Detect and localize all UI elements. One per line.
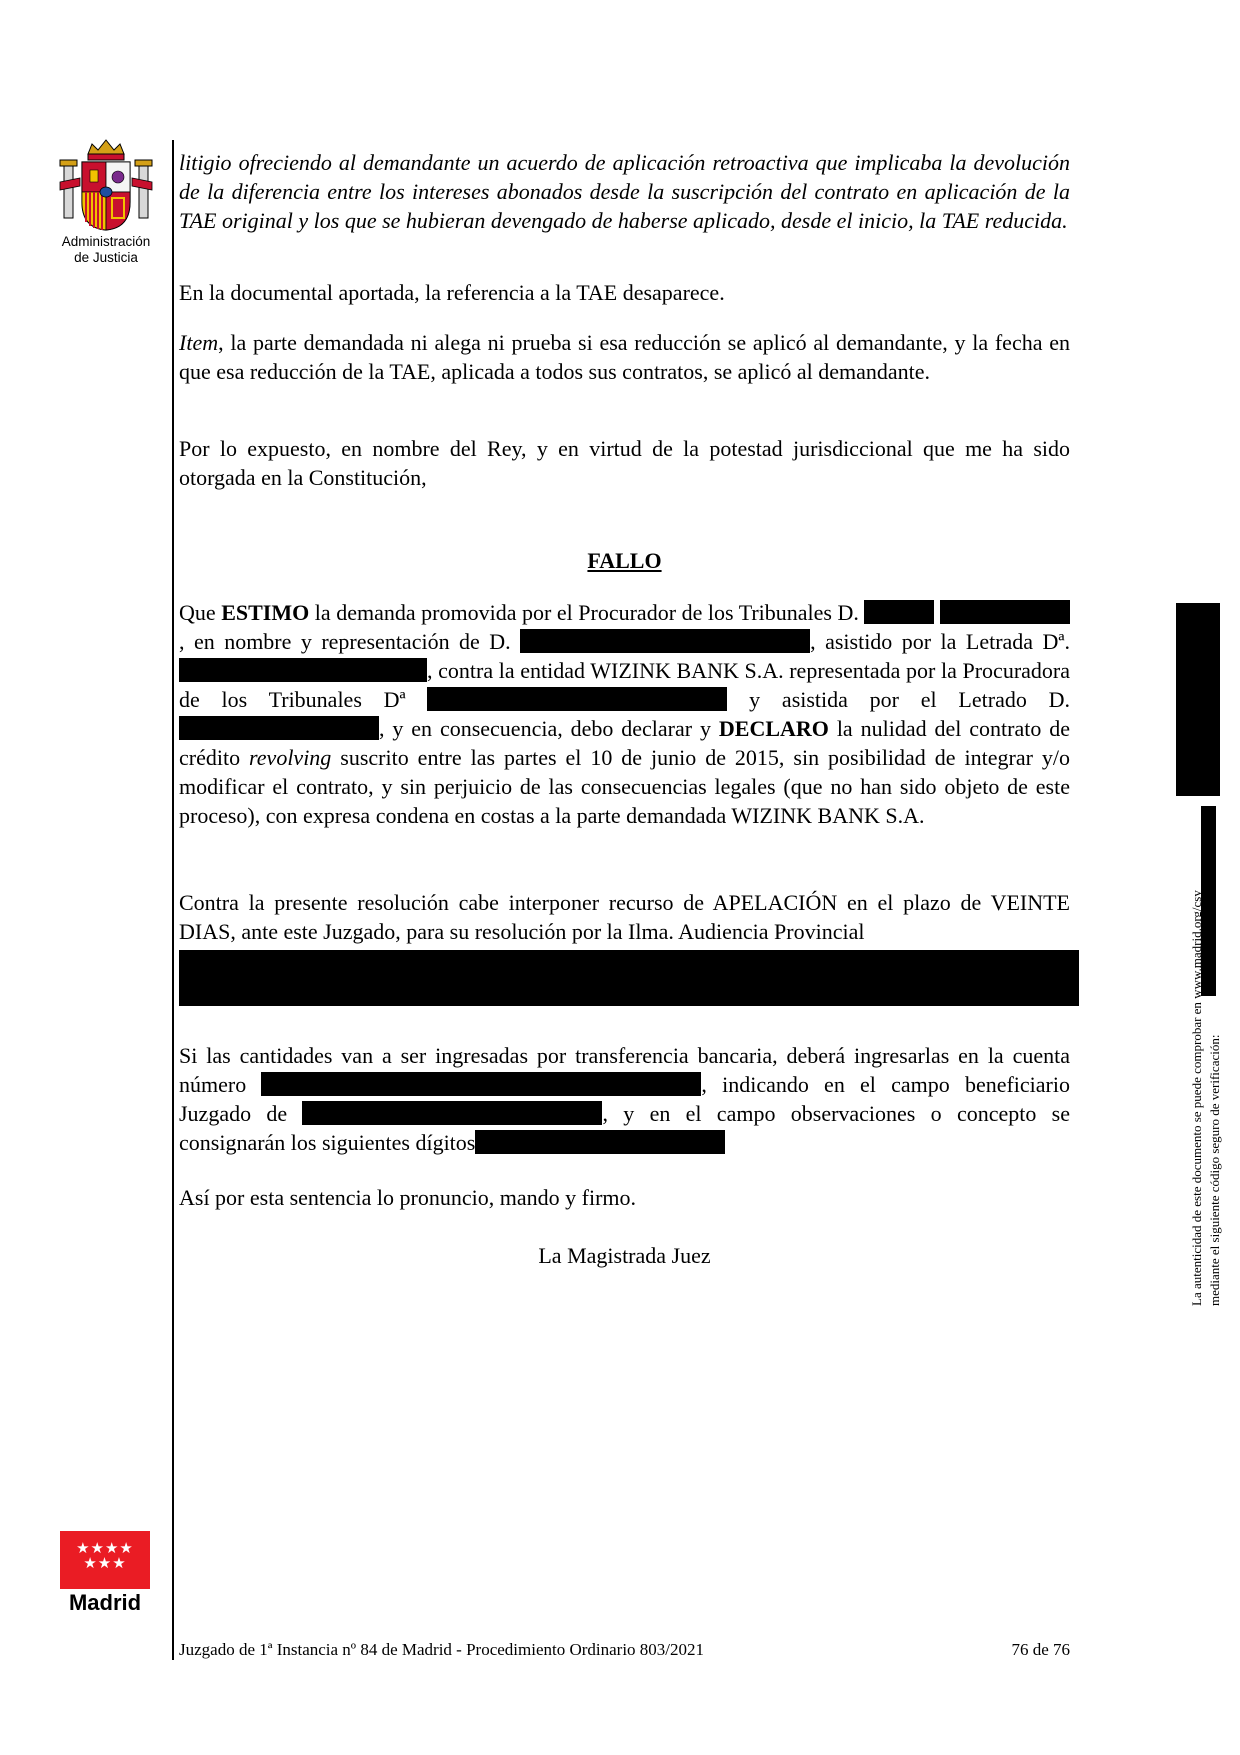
ingreso-t1: Si las cantidades van a ser ingresadas por transferencia bancaria, deberá ingresarlas en la cuenta número bbox=[179, 1043, 1070, 1097]
ingreso-t2: , indicando en el campo beneficiario Juzgado de bbox=[179, 1072, 1070, 1126]
madrid-wordmark: Madrid bbox=[68, 1590, 142, 1615]
fallo-heading: FALLO bbox=[587, 548, 662, 573]
fallo-t3: , en nombre y representación de D. bbox=[179, 629, 521, 654]
ingreso-t3: , y en el campo observaciones o concepto se consignarán los siguientes dígitos bbox=[179, 1101, 1071, 1155]
paragraph-text: litigio ofreciendo al demandante un acuerdo de aplicación retroactiva que implicaba la devolución de la diferencia entre los intereses abonados desde la suscripción del contrato en aplicación de la TAE original y los que se hubieran devengado de haberse aplicado, desde el inicio, la TAE reducida. bbox=[179, 150, 1070, 233]
fallo-paragraph bbox=[179, 598, 1070, 830]
verification-stamp bbox=[1188, 786, 1228, 1306]
paragraph-documental bbox=[179, 278, 1070, 307]
verification-line1: La autenticidad de este documento se puede comprobar en www.madrid.org/csv bbox=[1189, 890, 1204, 1306]
paragraph-item bbox=[179, 328, 1070, 386]
redaction-block bbox=[302, 1101, 602, 1125]
madrid-stars-icon: ★★★★ ★★★ bbox=[76, 1539, 134, 1572]
closing-paragraph bbox=[179, 1183, 1070, 1212]
paragraph-text bbox=[179, 328, 1070, 386]
redaction-block bbox=[940, 600, 1070, 624]
fallo-t7: , y en consecuencia, debo declarar y bbox=[379, 716, 719, 741]
paragraph-text: Así por esta sentencia lo pronuncio, mando y firmo. bbox=[179, 1185, 637, 1210]
paragraph-text bbox=[179, 598, 1070, 830]
paragraph-text: Por lo expuesto, en nombre del Rey, y en virtud de la potestad jurisdiccional que me ha sido otorgada en la Constitución, bbox=[179, 436, 1070, 490]
redaction-block bbox=[1176, 603, 1220, 796]
redaction-block bbox=[520, 629, 810, 653]
revolving-word: revolving bbox=[249, 745, 332, 770]
fallo-t5: , contra la entidad WIZINK BANK S.A. representada por la Procuradora de los Tribunales Dª bbox=[179, 658, 1070, 712]
fallo-t9: suscrito entre las partes el 10 de junio de 2015, sin posibilidad de integrar y/o modificar el contrato, y sin perjuicio de las consecuencias legales (que no han sido objeto de este proceso), con expresa condena en costas a la parte demandada WIZINK BANK S.A. bbox=[179, 745, 1070, 828]
page-footer bbox=[179, 1640, 1070, 1660]
item-word: Item bbox=[179, 330, 219, 355]
declaro-word: DECLARO bbox=[718, 716, 829, 741]
org-caption-line2: de Justicia bbox=[74, 250, 138, 265]
madrid-logo bbox=[60, 1531, 150, 1589]
redaction-block bbox=[179, 950, 1079, 1006]
paragraph-expuesto bbox=[179, 434, 1070, 492]
page-number: 76 de 76 bbox=[1011, 1640, 1070, 1659]
paragraph-text bbox=[179, 1041, 1070, 1157]
paragraph-text: Contra la presente resolución cabe interponer recurso de APELACIÓN en el plazo de VEINTE DIAS, ante este Juzgado, para su resolución por la Ilma. Audiencia Provincial bbox=[179, 890, 1070, 944]
redaction-block bbox=[427, 687, 727, 711]
org-caption bbox=[40, 234, 172, 266]
redaction-block bbox=[864, 600, 934, 624]
margin-rule bbox=[172, 140, 174, 1660]
ingreso-paragraph bbox=[179, 1041, 1070, 1157]
verification-line2: mediante el siguiente código seguro de verificación: bbox=[1207, 1034, 1222, 1306]
coat-of-arms-icon bbox=[56, 136, 156, 236]
fallo-t6: y asistida por el Letrado D. bbox=[727, 687, 1070, 712]
fallo-t1: Que bbox=[179, 600, 222, 625]
signature-line: La Magistrada Juez bbox=[538, 1243, 711, 1268]
estimo-word: ESTIMO bbox=[221, 600, 310, 625]
redaction-block bbox=[475, 1130, 725, 1154]
redaction-block bbox=[179, 658, 427, 682]
fallo-t4: , asistido por la Letrada Dª. bbox=[810, 629, 1070, 654]
fallo-t8: la nulidad del contrato de crédito bbox=[179, 716, 1070, 770]
redaction-block bbox=[179, 716, 379, 740]
paragraph-text: En la documental aportada, la referencia a la TAE desaparece. bbox=[179, 280, 725, 305]
recurso-paragraph bbox=[179, 888, 1070, 946]
footer-court: Juzgado de 1ª Instancia nº 84 de Madrid - Procedimiento Ordinario 803/2021 bbox=[179, 1640, 705, 1659]
redaction-block bbox=[261, 1072, 701, 1096]
paragraph-litigio bbox=[179, 148, 1070, 235]
item-rest: , la parte demandada ni alega ni prueba si esa reducción se aplicó al demandante, y la fecha en que esa reducción de la TAE, aplicada a todos sus contratos, se aplicó al demandante. bbox=[179, 330, 1070, 384]
org-caption-line1: Administración bbox=[61, 234, 151, 249]
fallo-t2: la demanda promovida por el Procurador de los Tribunales D. bbox=[309, 600, 865, 625]
